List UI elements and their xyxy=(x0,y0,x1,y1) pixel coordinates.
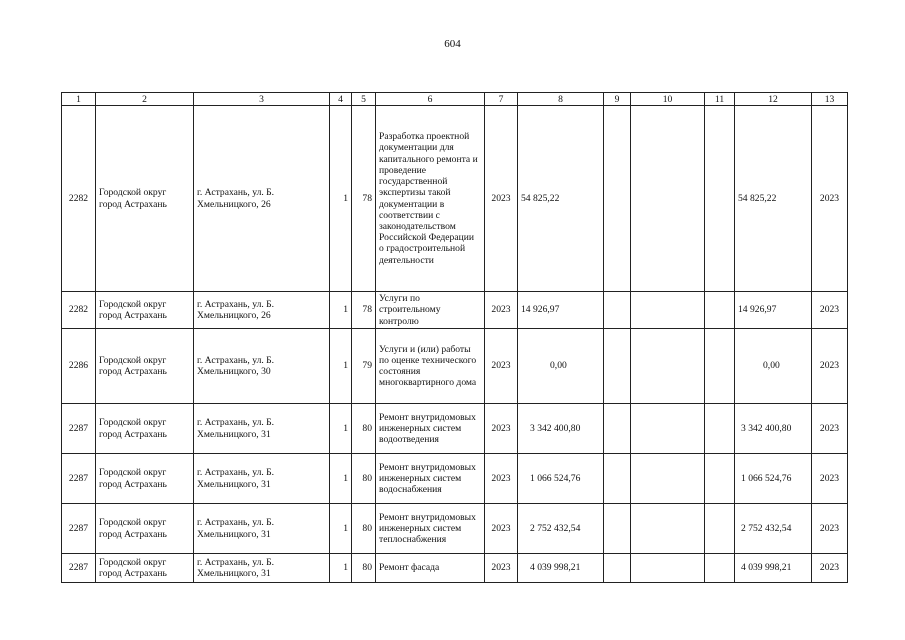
cell-total: 14 926,97 xyxy=(518,292,604,329)
cell-col11 xyxy=(705,292,735,329)
cell-number: 2287 xyxy=(62,454,96,504)
col-header-8: 8 xyxy=(518,93,604,106)
col-header-12: 12 xyxy=(735,93,812,106)
col-header-9: 9 xyxy=(604,93,631,106)
cell-address: г. Астрахань, ул. Б. Хмельницкого, 31 xyxy=(194,554,330,583)
col-header-7: 7 xyxy=(485,93,518,106)
cell-col10 xyxy=(631,504,705,554)
cell-work-type: Ремонт внутридомовых инженерных систем водоснабжения xyxy=(376,454,485,504)
cell-col4: 1 xyxy=(330,554,352,583)
cell-col12: 14 926,97 xyxy=(735,292,812,329)
cell-address: г. Астрахань, ул. Б. Хмельницкого, 31 xyxy=(194,504,330,554)
cell-col11 xyxy=(705,404,735,454)
cell-col9 xyxy=(604,404,631,454)
cell-col5: 80 xyxy=(352,504,376,554)
cell-municipality: Городской округ город Астрахань xyxy=(96,292,194,329)
table-row xyxy=(62,292,848,329)
table-row xyxy=(62,554,848,583)
col-header-2: 2 xyxy=(96,93,194,106)
cell-address: г. Астрахань, ул. Б. Хмельницкого, 31 xyxy=(194,404,330,454)
cell-col13: 2023 xyxy=(812,292,848,329)
header-row xyxy=(62,93,848,106)
cell-col12: 2 752 432,54 xyxy=(735,504,812,554)
cell-address: г. Астрахань, ул. Б. Хмельницкого, 30 xyxy=(194,329,330,404)
col-header-13: 13 xyxy=(812,93,848,106)
col-header-11: 11 xyxy=(705,93,735,106)
cell-address: г. Астрахань, ул. Б. Хмельницкого, 26 xyxy=(194,292,330,329)
cell-col4: 1 xyxy=(330,454,352,504)
cell-work-type: Услуги и (или) работы по оценке технического состояния многоквартирного дома xyxy=(376,329,485,404)
cell-municipality: Городской округ город Астрахань xyxy=(96,554,194,583)
cell-col5: 78 xyxy=(352,106,376,292)
program-table xyxy=(61,92,848,583)
cell-col13: 2023 xyxy=(812,404,848,454)
cell-year: 2023 xyxy=(485,292,518,329)
cell-total: 54 825,22 xyxy=(518,106,604,292)
cell-col10 xyxy=(631,404,705,454)
col-header-6: 6 xyxy=(376,93,485,106)
cell-col5: 80 xyxy=(352,454,376,504)
cell-col9 xyxy=(604,454,631,504)
table-row xyxy=(62,106,848,292)
cell-col9 xyxy=(604,106,631,292)
col-header-1: 1 xyxy=(62,93,96,106)
cell-col4: 1 xyxy=(330,329,352,404)
cell-col11 xyxy=(705,106,735,292)
cell-col5: 78 xyxy=(352,292,376,329)
cell-total: 2 752 432,54 xyxy=(518,504,604,554)
cell-work-type: Услуги по строительному контролю xyxy=(376,292,485,329)
cell-number: 2282 xyxy=(62,292,96,329)
col-header-5: 5 xyxy=(352,93,376,106)
table-row xyxy=(62,454,848,504)
cell-col10 xyxy=(631,554,705,583)
cell-number: 2286 xyxy=(62,329,96,404)
cell-number: 2282 xyxy=(62,106,96,292)
cell-total: 4 039 998,21 xyxy=(518,554,604,583)
cell-total: 1 066 524,76 xyxy=(518,454,604,504)
table-row xyxy=(62,504,848,554)
cell-col12: 4 039 998,21 xyxy=(735,554,812,583)
cell-col10 xyxy=(631,106,705,292)
col-header-3: 3 xyxy=(194,93,330,106)
table-row xyxy=(62,329,848,404)
cell-municipality: Городской округ город Астрахань xyxy=(96,504,194,554)
cell-total: 0,00 xyxy=(518,329,604,404)
cell-col5: 80 xyxy=(352,554,376,583)
cell-col9 xyxy=(604,292,631,329)
col-header-4: 4 xyxy=(330,93,352,106)
col-header-10: 10 xyxy=(631,93,705,106)
cell-col11 xyxy=(705,454,735,504)
cell-col12: 54 825,22 xyxy=(735,106,812,292)
cell-year: 2023 xyxy=(485,504,518,554)
cell-col13: 2023 xyxy=(812,554,848,583)
cell-work-type: Разработка проектной документации для капитального ремонта и проведение государственной экспертизы такой документации в соответствии с законодательством Российской Федерации о градостроительной деятельности xyxy=(376,106,485,292)
cell-municipality: Городской округ город Астрахань xyxy=(96,329,194,404)
cell-number: 2287 xyxy=(62,554,96,583)
cell-year: 2023 xyxy=(485,106,518,292)
cell-year: 2023 xyxy=(485,554,518,583)
cell-col4: 1 xyxy=(330,106,352,292)
cell-col4: 1 xyxy=(330,292,352,329)
cell-municipality: Городской округ город Астрахань xyxy=(96,454,194,504)
cell-year: 2023 xyxy=(485,454,518,504)
cell-col11 xyxy=(705,554,735,583)
cell-col10 xyxy=(631,292,705,329)
table-row xyxy=(62,404,848,454)
cell-col5: 80 xyxy=(352,404,376,454)
cell-work-type: Ремонт внутридомовых инженерных систем теплоснабжения xyxy=(376,504,485,554)
cell-year: 2023 xyxy=(485,329,518,404)
cell-col9 xyxy=(604,329,631,404)
cell-col13: 2023 xyxy=(812,454,848,504)
cell-col9 xyxy=(604,504,631,554)
cell-total: 3 342 400,80 xyxy=(518,404,604,454)
cell-col4: 1 xyxy=(330,504,352,554)
cell-col11 xyxy=(705,504,735,554)
cell-col12: 0,00 xyxy=(735,329,812,404)
cell-col13: 2023 xyxy=(812,106,848,292)
cell-col4: 1 xyxy=(330,404,352,454)
cell-number: 2287 xyxy=(62,504,96,554)
cell-col12: 3 342 400,80 xyxy=(735,404,812,454)
cell-col13: 2023 xyxy=(812,329,848,404)
cell-col10 xyxy=(631,454,705,504)
cell-municipality: Городской округ город Астрахань xyxy=(96,106,194,292)
cell-col10 xyxy=(631,329,705,404)
cell-year: 2023 xyxy=(485,404,518,454)
cell-col5: 79 xyxy=(352,329,376,404)
cell-work-type: Ремонт фасада xyxy=(376,554,485,583)
cell-col12: 1 066 524,76 xyxy=(735,454,812,504)
cell-address: г. Астрахань, ул. Б. Хмельницкого, 26 xyxy=(194,106,330,292)
cell-col9 xyxy=(604,554,631,583)
cell-municipality: Городской округ город Астрахань xyxy=(96,404,194,454)
cell-address: г. Астрахань, ул. Б. Хмельницкого, 31 xyxy=(194,454,330,504)
cell-number: 2287 xyxy=(62,404,96,454)
cell-col13: 2023 xyxy=(812,504,848,554)
cell-col11 xyxy=(705,329,735,404)
cell-work-type: Ремонт внутридомовых инженерных систем водоотведения xyxy=(376,404,485,454)
page-number: 604 xyxy=(444,38,461,50)
